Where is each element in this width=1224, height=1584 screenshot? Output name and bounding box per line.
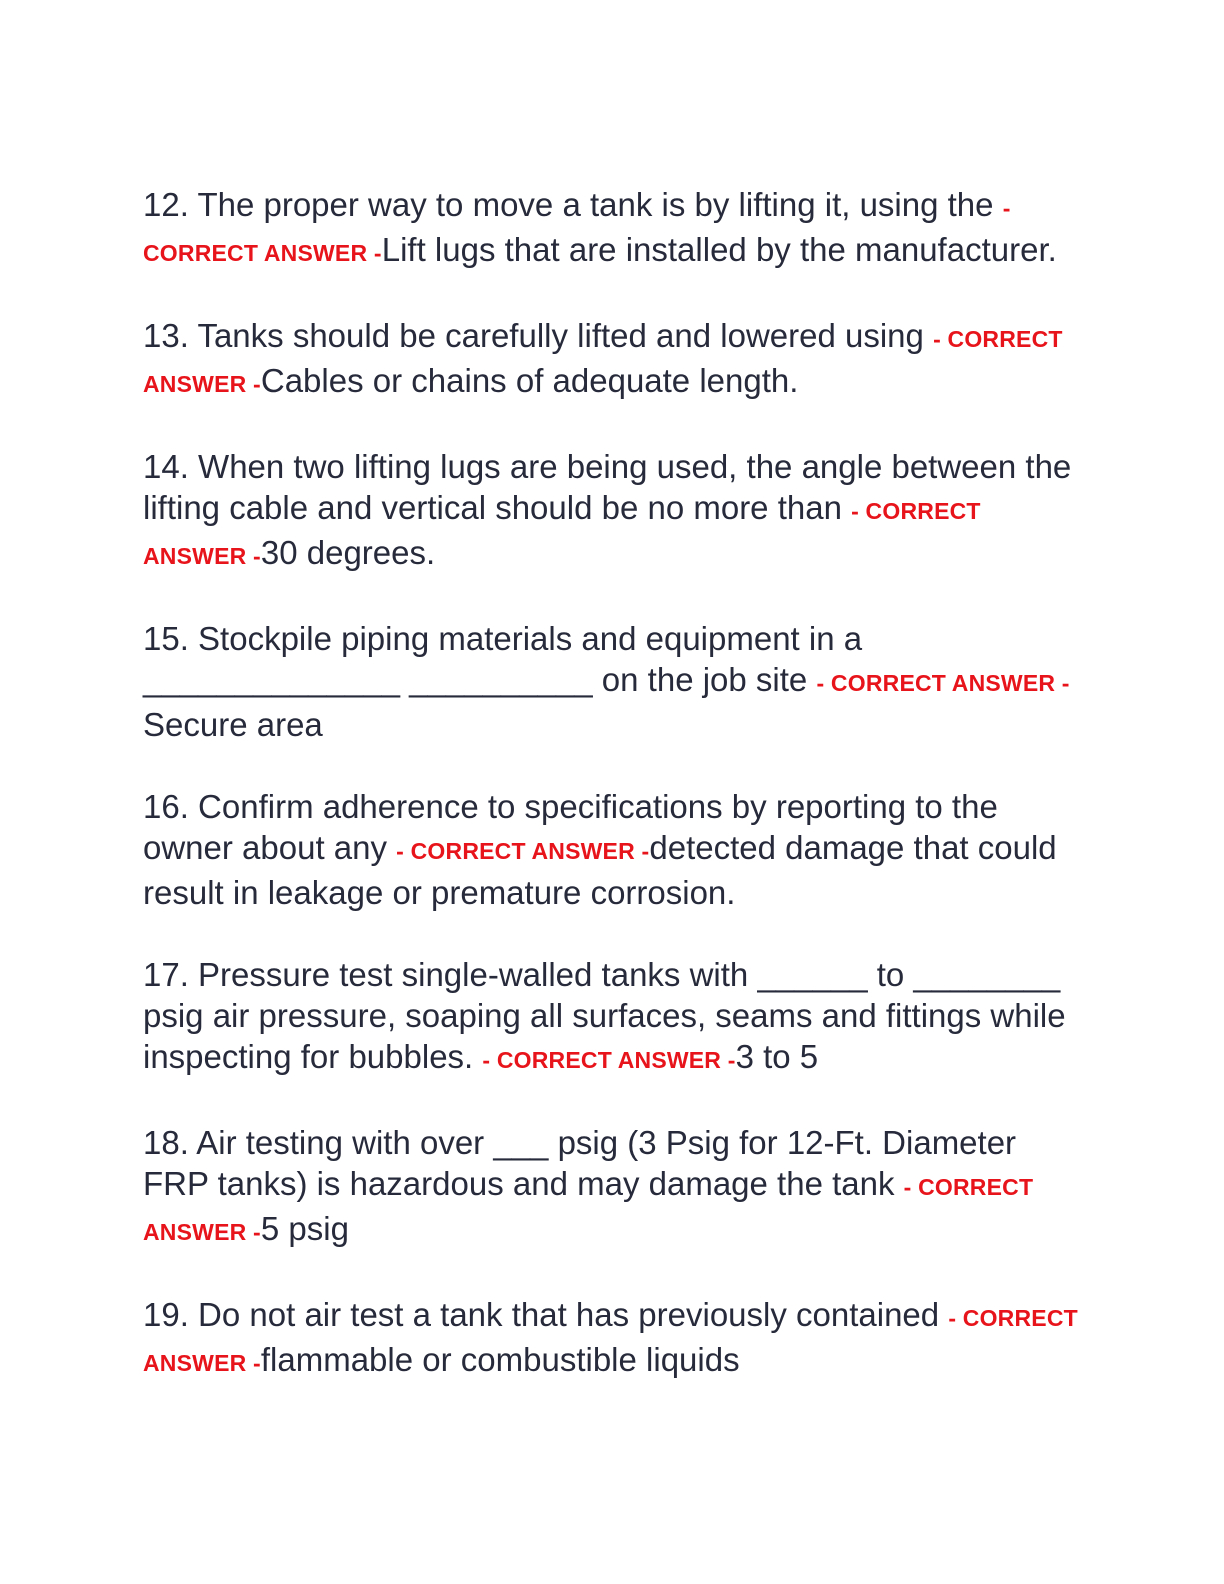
question-17 xyxy=(143,954,1083,1081)
correct-answer-marker: - CORRECT ANSWER - xyxy=(482,1047,736,1073)
question-14 xyxy=(143,446,1083,577)
question-18 xyxy=(143,1122,1083,1253)
correct-answer-marker: - CORRECT ANSWER - xyxy=(143,1305,1078,1376)
correct-answer-marker: - CORRECT ANSWER - xyxy=(143,498,981,569)
question-text: 15. Stockpile piping materials and equipment in a ______________ __________ on the job site xyxy=(143,620,863,698)
question-15 xyxy=(143,618,1083,745)
question-text: 12. The proper way to move a tank is by lifting it, using the xyxy=(143,186,1003,223)
question-19 xyxy=(143,1294,1083,1384)
question-text: 17. Pressure test single-walled tanks with ______ to ________ psig air pressure, soaping all surfaces, seams and fittings while inspecting for bubbles. xyxy=(143,956,1066,1075)
answer-text: Lift lugs that are installed by the manufacturer. xyxy=(381,231,1057,268)
answer-text: flammable or combustible liquids xyxy=(260,1341,740,1378)
answer-text: Secure area xyxy=(143,706,323,743)
document-page xyxy=(143,184,1083,1425)
question-text: 14. When two lifting lugs are being used, the angle between the lifting cable and vertical should be no more than xyxy=(143,448,1072,526)
answer-text: Cables or chains of adequate length. xyxy=(260,362,799,399)
correct-answer-marker: - CORRECT ANSWER - xyxy=(143,1174,1034,1245)
question-12 xyxy=(143,184,1083,274)
question-text: 19. Do not air test a tank that has previously contained xyxy=(143,1296,949,1333)
answer-text: detected damage that could result in leakage or premature corrosion. xyxy=(143,829,1057,911)
answer-text: 3 to 5 xyxy=(735,1038,819,1075)
question-text: 13. Tanks should be carefully lifted and lowered using xyxy=(143,317,934,354)
correct-answer-marker: - CORRECT ANSWER - xyxy=(143,195,1011,266)
question-16 xyxy=(143,786,1083,913)
question-text: 16. Confirm adherence to specifications by reporting to the owner about any xyxy=(143,788,998,866)
correct-answer-marker: - CORRECT ANSWER - xyxy=(396,838,650,864)
correct-answer-marker: - CORRECT ANSWER - xyxy=(816,670,1070,696)
question-text: 18. Air testing with over ___ psig (3 Psig for 12-Ft. Diameter FRP tanks) is hazardous and may damage the tank xyxy=(143,1124,1017,1202)
answer-text: 30 degrees. xyxy=(260,534,436,571)
question-13 xyxy=(143,315,1083,405)
answer-text: 5 psig xyxy=(260,1210,349,1247)
correct-answer-marker: - CORRECT ANSWER - xyxy=(143,326,1063,397)
